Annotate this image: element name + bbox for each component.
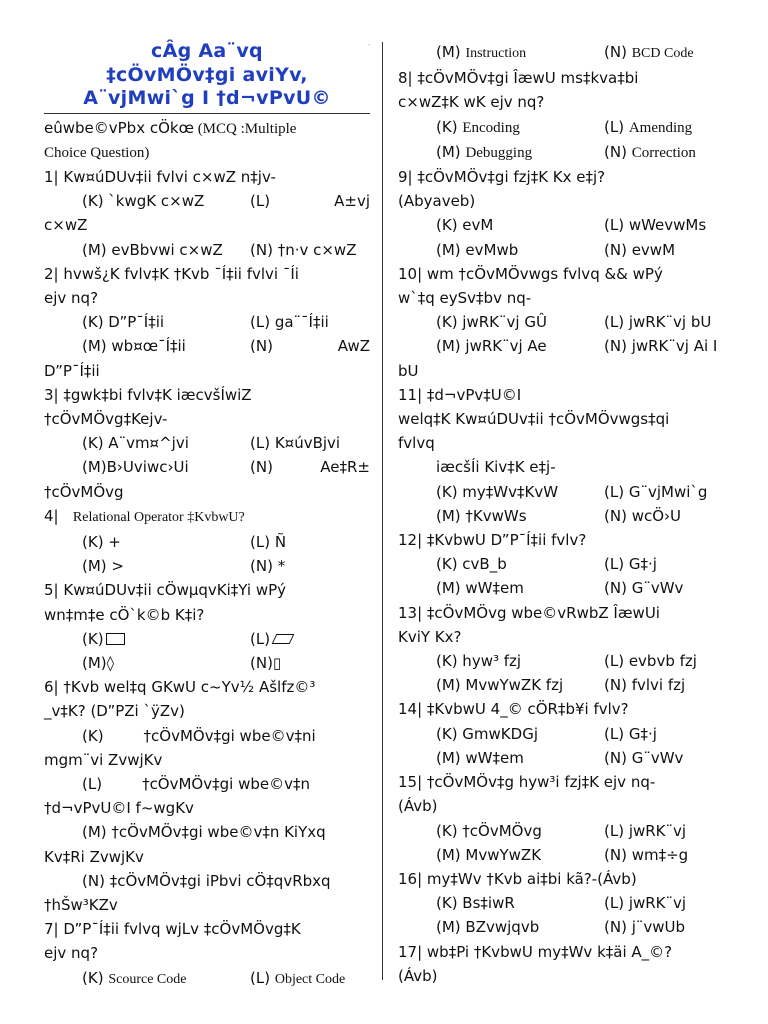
question-continuation: (Ávb) xyxy=(398,966,438,985)
options-row: (M) wW‡em (N) G¨vWv xyxy=(436,579,684,598)
options-row: (M) BZvwjqvb (N) j¨vwUb xyxy=(436,918,686,937)
question-continuation: c×wZ‡K wK ejv nq? xyxy=(398,93,545,112)
options-row: (M) †KvwWs (N) wcÖ›U xyxy=(436,506,681,525)
question-4: 4| Relational Operator ‡KvbwU? xyxy=(44,506,245,525)
options-row: (M) jwRK¨vj Ae (N) jwRK¨vj Ai I xyxy=(436,337,718,356)
options-row: (M) Debugging (N) Correction xyxy=(436,142,696,161)
options-row: (K) cvB_b (L) G‡·j xyxy=(436,555,657,574)
option-n: (N) ‡cÖvMÖv‡gi iPbvi cÖ‡qvRbxq xyxy=(82,871,331,890)
right-column xyxy=(398,40,722,988)
options-row: (K) my‡Wv‡KvW (L) G¨vjMwi`g xyxy=(436,482,708,501)
question-15: 15| †cÖvMÖv‡g hyw³i fzj‡K ejv nq- xyxy=(398,773,656,792)
options-row: (M) > (N) * xyxy=(82,557,286,576)
question-continuation: _v‡K? (D”PZi `ÿZv) xyxy=(44,702,185,721)
question-continuation: ejv nq? xyxy=(44,944,99,963)
intro-line-2: Choice Question) xyxy=(44,144,150,161)
question-continuation: iæcšÍi Kiv‡K e‡j- xyxy=(436,458,556,477)
title-line-2: ‡cÖvMÖv‡gi aviYv, xyxy=(106,63,308,86)
parallelogram-symbol-icon xyxy=(272,634,295,644)
option-continuation: bU xyxy=(398,361,419,380)
options-row: (M) MvwYwZK fzj (N) fvlvi fzj xyxy=(436,676,686,695)
question-2: 2| hvwš¿K fvlv‡K †Kvb ¯Í‡ii fvlvi ¯Íi xyxy=(44,264,299,283)
title-line-1: cÂg Aa¨vq xyxy=(151,40,263,62)
option-continuation: †hŠw³KZv xyxy=(44,896,118,914)
options-row: (K) D”P¯Í‡ii (L) ga¨¯Í‡ii xyxy=(82,313,329,332)
option-continuation: c×wZ xyxy=(44,216,88,235)
left-column xyxy=(44,0,370,992)
question-continuation: KviY Kx? xyxy=(398,627,462,646)
options-row: (K) GmwKDGj (L) G‡·j xyxy=(436,724,657,743)
chapter-title xyxy=(44,40,370,111)
diamond-symbol-icon: (M)◊ xyxy=(82,653,115,672)
options-row: (K) `kwgK c×wZ (L) A±vj xyxy=(82,192,370,211)
question-5: 5| Kw¤úDUv‡ii cÖwµqvKi‡Yi wPý xyxy=(44,581,287,600)
options-row: (K) †cÖvMÖvg (L) jwRK¨vj xyxy=(436,821,687,840)
options-row: (M) MvwYwZK (N) wm‡÷g xyxy=(436,845,689,864)
option-continuation: D”P¯Í‡ii xyxy=(44,361,100,380)
option-continuation: Kv‡Ri ZvwjKv xyxy=(44,847,144,866)
stray-dot: . xyxy=(368,40,370,47)
options-row: (K) Scource Code (L) Object Code xyxy=(82,968,346,987)
question-continuation: †cÖvMÖvg‡Kejv- xyxy=(44,409,168,428)
question-13: 13| ‡cÖvMÖvg wbe©vRwbZ ÎæwUi xyxy=(398,603,660,622)
options-row: (K) hyw³ fzj (L) evbvb fzj xyxy=(436,652,697,671)
question-12: 12| ‡KvbwU D”P¯Í‡ii fvlv? xyxy=(398,531,587,550)
intro-line-1: eûwbe©vPbx cÖkœ (MCQ :Multiple xyxy=(44,118,297,137)
question-9: 9| ‡cÖvMÖv‡gi fzj‡K Kx e‡j? xyxy=(398,168,606,187)
question-17: 17| wb‡Pi †KvbwU my‡Wv k‡äi A_©? xyxy=(398,942,673,961)
question-10: 10| wm †cÖvMÖvwgs fvlvq && wPý xyxy=(398,264,663,283)
question-11: 11| ‡d¬vPv‡U©I xyxy=(398,385,522,404)
question-16: 16| my‡Wv †Kvb ai‡bi kã?-(Ávb) xyxy=(398,869,637,888)
options-row: (K) Bs‡iwR (L) jwRK¨vj xyxy=(436,894,687,913)
option-continuation: mgm¨vi ZvwjKv xyxy=(44,750,163,769)
question-continuation: fvlvq xyxy=(398,434,435,453)
column-divider xyxy=(382,42,383,980)
options-row: (K) Encoding (L) Amending xyxy=(436,117,693,136)
options-row: (K) jwRK¨vj GÛ (L) jwRK¨vj bU xyxy=(436,313,712,332)
options-row: (K) evM (L) wWevwMs xyxy=(436,216,707,235)
rectangle-symbol-icon xyxy=(106,633,125,645)
options-row: (M) evBbvwi c×wZ (N) †n·v c×wZ xyxy=(82,240,357,259)
options-row: (M) wb¤œ¯Í‡ii (N) AwZ xyxy=(82,337,370,356)
title-underline xyxy=(44,113,370,114)
option-continuation: †d¬vPvU©I f~wgKv xyxy=(44,799,194,818)
question-continuation: (Abyaveb) xyxy=(398,192,476,211)
question-continuation: wn‡m‡e cÖ`k©b K‡i? xyxy=(44,605,205,624)
question-14: 14| ‡KvbwU 4_© cÖR‡b¥i fvlv? xyxy=(398,700,629,719)
options-row: (M)B›Uviwc›Ui (N) Ae‡R± xyxy=(82,458,370,477)
question-3: 3| ‡gwk‡bi fvlv‡K iæcvšÍwiZ xyxy=(44,385,252,404)
option-m: (M) †cÖvMÖv‡gi wbe©v‡n KiYxq xyxy=(82,823,326,842)
question-7: 7| D”P¯Í‡ii fvlvq wjLv ‡cÖvMÖvg‡K xyxy=(44,920,301,939)
options-row: (M) Instruction (N) BCD Code xyxy=(436,43,694,61)
options-row: (L) †cÖvMÖv‡gi wbe©v‡n xyxy=(82,774,310,793)
options-row xyxy=(44,651,370,675)
title-line-3: A¨vjMwi`g I †d¬vPvU© xyxy=(83,87,331,109)
question-6: 6| †Kvb wel‡q GKwU c~Yv½ Ašlfz©³ xyxy=(44,678,316,697)
question-continuation: welq‡K Kw¤úDUv‡ii †cÖvMÖvwgs‡qi xyxy=(398,410,670,429)
question-1: 1| Kw¤úDUv‡ii fvlvi c×wZ n‡jv- xyxy=(44,167,276,186)
oval-symbol-icon: (N)▯ xyxy=(250,653,282,672)
options-row: (M) evMwb (N) evwM xyxy=(436,240,676,259)
options-row: (K) †cÖvMÖv‡gi wbe©v‡ni xyxy=(82,726,316,745)
option-continuation: †cÖvMÖvg xyxy=(44,482,124,501)
question-continuation: (Ávb) xyxy=(398,797,438,816)
options-row: (K) A¨vm¤^jvi (L) K¤úvBjvi xyxy=(82,434,341,453)
question-continuation: ejv nq? xyxy=(44,288,99,307)
options-row: (M) wW‡em (N) G¨vWv xyxy=(436,748,684,767)
options-row: (K) (L) xyxy=(44,627,370,651)
question-continuation: w`‡q eySv‡bv nq- xyxy=(398,289,532,308)
options-row: (K) + (L) Ñ xyxy=(82,532,287,551)
question-8: 8| ‡cÖvMÖv‡gi ÎæwU ms‡kva‡bi xyxy=(398,69,639,88)
